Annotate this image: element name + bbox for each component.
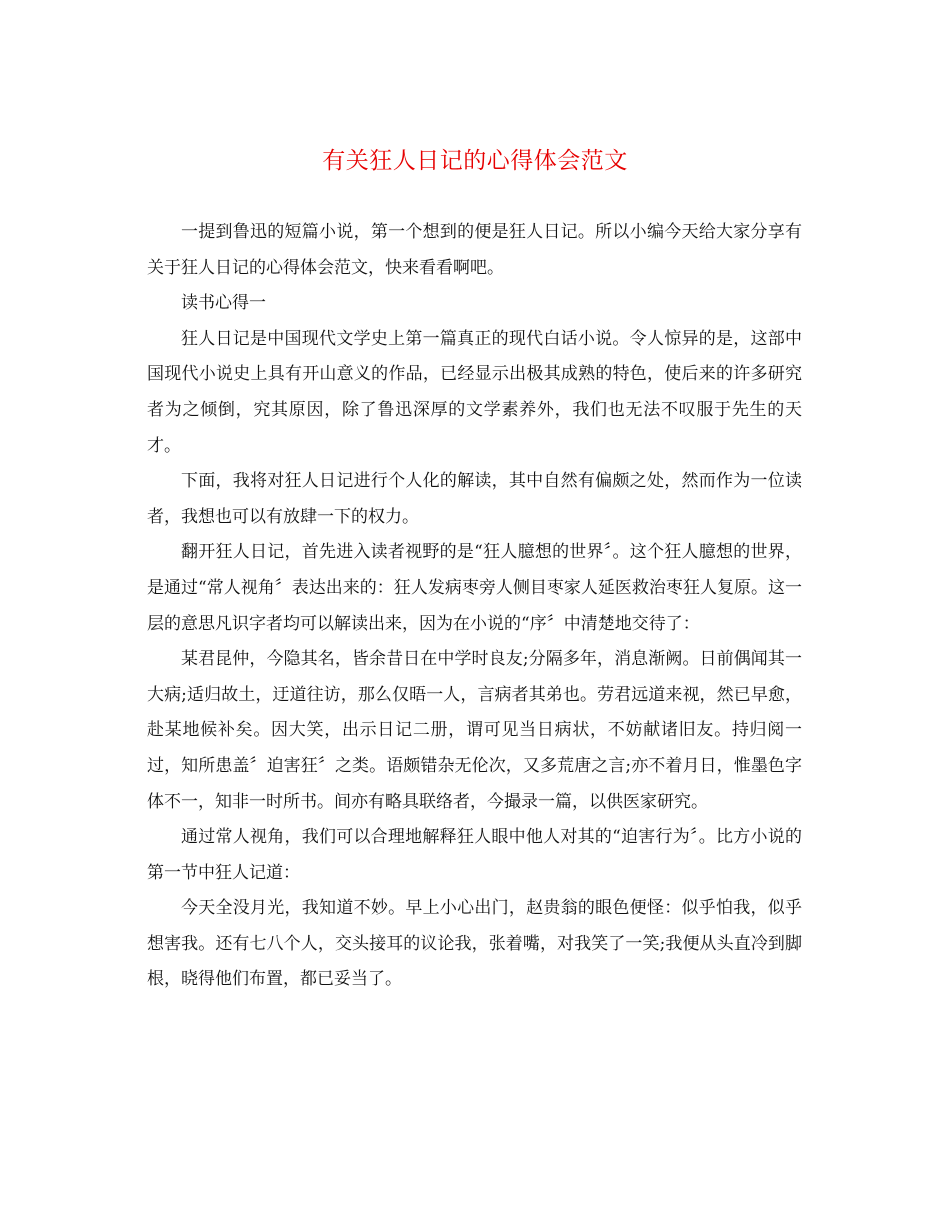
paragraph: 通过常人视角，我们可以合理地解释狂人眼中他人对其的“迫害行为〞。比方小说的第一节中狂人记道： bbox=[147, 827, 802, 883]
paragraph: 翻开狂人日记，首先进入读者视野的是“狂人臆想的世界〞。这个狂人臆想的世界，是通过“常人视角〞表达出来的：狂人发病枣旁人侧目枣家人延医救治枣狂人复原。这一层的意思凡识字者均可以解读出来，因为在小说的“序〞中清楚地交待了： bbox=[147, 542, 802, 634]
document-title: 有关狂人日记的心得体会范文 bbox=[322, 148, 628, 174]
paragraph-intro: 一提到鲁迅的短篇小说，第一个想到的便是狂人日记。所以小编今天给大家分享有关于狂人日记的心得体会范文，快来看看啊吧。 bbox=[147, 222, 802, 278]
quoted-diary-excerpt: 今天全没月光，我知道不妙。早上小心出门，赵贵翁的眼色便怪：似乎怕我，似乎想害我。还有七八个人，交头接耳的议论我，张着嘴，对我笑了一笑;我便从头直冷到脚根，晓得他们布置，都已妥当了。 bbox=[147, 898, 802, 990]
paragraph: 狂人日记是中国现代文学史上第一篇真正的现代白话小说。令人惊异的是，这部中国现代小说史上具有开山意义的作品，已经显示出极其成熟的特色，使后来的许多研究者为之倾倒，究其原因，除了鲁迅深厚的文学素养外，我们也无法不叹服于先生的天才。 bbox=[147, 328, 802, 456]
quoted-preface: 某君昆仲，今隐其名，皆余昔日在中学时良友;分隔多年，消息渐阙。日前偶闻其一大病;适归故土，迂道往访，那么仅晤一人，言病者其弟也。劳君远道来视，然已早愈，赴某地候补矣。因大笑，出示日记二册，谓可见当日病状，不妨献诸旧友。持归阅一过，知所患盖〞迫害狂〞之类。语颇错杂无伦次，又多荒唐之言;亦不着月日，惟墨色字体不一，知非一时所书。间亦有略具联络者，今撮录一篇，以供医家研究。 bbox=[147, 649, 802, 812]
paragraph: 下面，我将对狂人日记进行个人化的解读，其中自然有偏颇之处，然而作为一位读者，我想也可以有放肆一下的权力。 bbox=[147, 471, 802, 527]
section-heading: 读书心得一 bbox=[181, 293, 266, 314]
document-body bbox=[147, 215, 802, 998]
